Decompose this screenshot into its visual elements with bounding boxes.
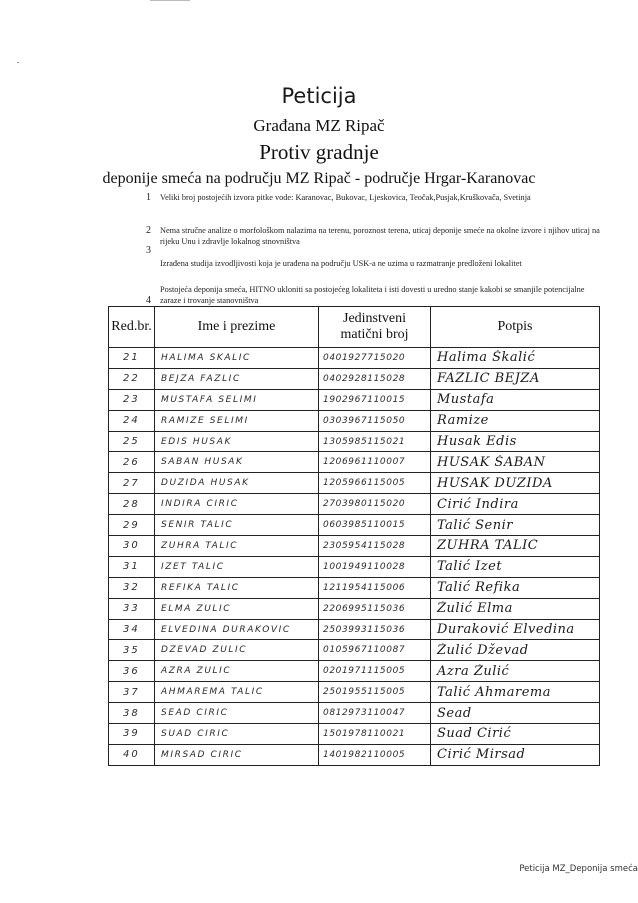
table-row — [109, 598, 600, 619]
row-name-cell — [155, 473, 319, 494]
row-signature-cell — [431, 494, 600, 515]
row-jmb-cell — [319, 494, 431, 515]
row-name: DŽEVAD ŽULIĆ — [161, 645, 248, 656]
table-row — [109, 619, 600, 640]
row-signature: Halima Škalić — [437, 350, 536, 366]
row-signature: Žulić Elma — [437, 601, 513, 617]
row-jmb-cell — [319, 744, 431, 765]
row-signature: Talić Senir — [437, 517, 513, 533]
table-row — [109, 389, 600, 410]
row-signature-cell — [431, 703, 600, 724]
row-number-cell — [109, 348, 155, 369]
row-jmb: 0603985110015 — [323, 520, 406, 531]
header-jmb — [319, 307, 431, 348]
reason-text: Izrađena studija izvodljivosti koja je urađena na području USK-a ne uzima u razmatranje predloženi lokalitet — [160, 259, 522, 268]
row-signature: Duraković Elvedina — [437, 622, 575, 638]
row-jmb-cell — [319, 682, 431, 703]
row-jmb-cell — [319, 431, 431, 452]
scan-dot — [17, 62, 19, 63]
row-jmb: 0303967115050 — [323, 415, 406, 426]
row-name: BEJZA FAZLIĆ — [161, 373, 241, 384]
row-name-cell — [155, 619, 319, 640]
row-name-cell — [155, 410, 319, 431]
row-number-cell — [109, 494, 155, 515]
row-jmb-cell — [319, 368, 431, 389]
row-signature: Ramize — [437, 413, 489, 429]
row-name: SENIR TALIĆ — [161, 520, 234, 531]
row-signature: Sead — [437, 705, 472, 721]
row-number: 21 — [123, 352, 140, 364]
row-jmb-cell — [319, 452, 431, 473]
reason-text: Veliki broj postojećih izvora pitke vode: Karanovac, Bukovac, Ljeskovica, Teočak,Pusjak,Kruškovača, Svetinja — [160, 193, 531, 202]
row-name: MUSTAFA SELIMI — [161, 394, 258, 405]
row-jmb: 1401982110005 — [323, 749, 406, 760]
row-number-cell — [109, 724, 155, 745]
table-row — [109, 494, 600, 515]
row-jmb-cell — [319, 536, 431, 557]
row-signature-cell — [431, 536, 600, 557]
row-number-cell — [109, 703, 155, 724]
row-jmb-cell — [319, 515, 431, 536]
table-row — [109, 536, 600, 557]
row-number: 36 — [123, 665, 140, 677]
row-signature: Mustafa — [437, 392, 495, 408]
petition-title: Peticija — [281, 84, 357, 108]
row-number: 39 — [123, 728, 140, 740]
table-row — [109, 682, 600, 703]
row-signature: HUSAK ŠABAN — [437, 454, 546, 470]
header-jmb-line1: Jedinstveni — [343, 311, 406, 326]
reason-text: Nema stručne analize o morfološkom nalazima na terenu, poroznost terena, uticaj deponije smeće na okolne izvore i njihov uticaj na rijeku Unu i zdravlje lokalnog stnovništva — [160, 226, 600, 246]
row-number: 38 — [123, 707, 140, 719]
row-number: 33 — [123, 603, 140, 615]
row-jmb-cell — [319, 348, 431, 369]
row-name-cell — [155, 452, 319, 473]
row-number: 29 — [123, 519, 140, 531]
table-row — [109, 661, 600, 682]
row-signature: Talić Refika — [437, 580, 521, 596]
reason-item — [146, 192, 531, 203]
row-jmb: 1501978110021 — [323, 728, 406, 739]
row-signature-cell — [431, 431, 600, 452]
row-number-cell — [109, 640, 155, 661]
row-jmb-cell — [319, 661, 431, 682]
row-signature: Husak Edis — [437, 434, 517, 449]
header-rb: Red.br. — [109, 307, 155, 348]
row-jmb-cell — [319, 703, 431, 724]
row-name-cell — [155, 348, 319, 369]
row-name-cell — [155, 494, 319, 515]
table-row — [109, 556, 600, 577]
row-jmb-cell — [319, 724, 431, 745]
row-number: 37 — [123, 686, 140, 698]
reason-item — [146, 245, 522, 269]
row-name: ŠABAN HUSAK — [161, 457, 244, 468]
row-jmb: 2503993115036 — [323, 624, 406, 635]
row-name-cell — [155, 515, 319, 536]
row-name: MIRSAD ĆIRIĆ — [161, 749, 243, 760]
petition-subtitle: Građana MZ Ripač — [253, 116, 385, 135]
row-number: 30 — [123, 540, 140, 552]
table-row — [109, 640, 600, 661]
row-number-cell — [109, 536, 155, 557]
row-number-cell — [109, 577, 155, 598]
row-name-cell — [155, 577, 319, 598]
row-name-cell — [155, 389, 319, 410]
row-jmb: 1205966115005 — [323, 478, 406, 489]
row-name-cell — [155, 744, 319, 765]
row-number: 35 — [123, 644, 140, 656]
row-jmb: 1206961110007 — [323, 457, 406, 468]
row-signature-cell — [431, 577, 600, 598]
row-number-cell — [109, 556, 155, 577]
table-row — [109, 724, 600, 745]
row-jmb: 2501955115005 — [323, 687, 406, 698]
row-number: 28 — [123, 498, 140, 510]
row-signature-cell — [431, 389, 600, 410]
row-name-cell — [155, 661, 319, 682]
row-jmb: 0401927715020 — [323, 352, 406, 363]
row-number: 31 — [123, 561, 140, 573]
row-jmb-cell — [319, 598, 431, 619]
row-number: 26 — [123, 456, 140, 468]
row-jmb: 2703980115020 — [323, 499, 406, 510]
page-footer: Peticija MZ_Deponija smeća — [519, 864, 638, 874]
row-name: RAMIZE SELIMI — [161, 415, 249, 426]
row-signature-cell — [431, 619, 600, 640]
row-number-cell — [109, 368, 155, 389]
row-number-cell — [109, 389, 155, 410]
table-header-row — [109, 307, 600, 348]
row-jmb: 0402928115028 — [323, 373, 406, 384]
table-row — [109, 452, 600, 473]
reason-number: 1 — [146, 192, 151, 203]
row-signature-cell — [431, 473, 600, 494]
row-name: SEAD ĆIRIĆ — [161, 708, 229, 719]
row-name: AZRA ŽULIĆ — [161, 666, 232, 677]
row-signature-cell — [431, 410, 600, 431]
row-jmb-cell — [319, 556, 431, 577]
row-jmb-cell — [319, 410, 431, 431]
row-number: 23 — [123, 394, 140, 406]
row-name-cell — [155, 640, 319, 661]
reason-number: 3 — [146, 245, 151, 256]
row-jmb-cell — [319, 577, 431, 598]
table-row — [109, 473, 600, 494]
row-name: REFIKA TALIĆ — [161, 582, 240, 593]
table-row — [109, 410, 600, 431]
header-name: Ime i prezime — [155, 307, 319, 348]
row-number-cell — [109, 410, 155, 431]
row-jmb-cell — [319, 619, 431, 640]
row-name-cell — [155, 724, 319, 745]
table-row — [109, 577, 600, 598]
row-signature-cell — [431, 661, 600, 682]
table-row — [109, 368, 600, 389]
row-number-cell — [109, 744, 155, 765]
row-name-cell — [155, 536, 319, 557]
row-name: IZET TALIĆ — [161, 561, 225, 572]
row-name-cell — [155, 431, 319, 452]
row-name: HALIMA SKALIĆ — [161, 352, 251, 363]
row-jmb: 2305954115028 — [323, 540, 406, 551]
row-signature-cell — [431, 640, 600, 661]
row-signature: FAZLIĆ BEJZA — [437, 371, 540, 387]
row-signature-cell — [431, 556, 600, 577]
row-signature: HUSAK DUZIDA — [437, 475, 553, 491]
row-name: INDIRA ĆIRIĆ — [161, 499, 239, 510]
row-signature: Azra Žulić — [437, 663, 510, 679]
row-name: ZUHRA TALIĆ — [161, 540, 239, 551]
row-number-cell — [109, 452, 155, 473]
reason-text: Postojeća deponija smeća, HITNO ukloniti sa postojećeg lokaliteta i isti dovesti u uredno stanje kakobi se smanjile potencijalne zaraze i trovanje stanovništva — [160, 285, 585, 305]
row-signature: ZUHRA TALIĆ — [437, 538, 539, 554]
row-name: ELMA ŽULIĆ — [161, 603, 232, 614]
row-signature: Ćirić Indira — [437, 496, 519, 512]
row-signature-cell — [431, 598, 600, 619]
row-jmb: 1902967110015 — [323, 394, 406, 405]
row-number: 40 — [123, 749, 140, 761]
row-signature: Ćirić Mirsad — [437, 747, 526, 763]
row-name: ELVEDINA DURAKOVIĆ — [161, 624, 291, 635]
table-row — [109, 703, 600, 724]
reason-number: 2 — [146, 225, 151, 236]
row-signature-cell — [431, 744, 600, 765]
reason-item — [146, 225, 606, 247]
row-jmb-cell — [319, 640, 431, 661]
row-signature: Žulić Dževad — [437, 642, 529, 658]
row-signature: Talić Ahmarema — [437, 684, 551, 700]
row-signature-cell — [431, 515, 600, 536]
row-signature-cell — [431, 368, 600, 389]
row-number: 32 — [123, 582, 140, 594]
reason-item — [146, 284, 606, 306]
row-name: DUZIDA HUSAK — [161, 478, 250, 489]
row-name: SUAD ĆIRIĆ — [161, 728, 230, 739]
row-name-cell — [155, 682, 319, 703]
row-signature: Talić Izet — [437, 559, 503, 575]
row-jmb: 1211954115006 — [323, 582, 406, 593]
row-signature-cell — [431, 724, 600, 745]
scan-mark — [150, 0, 190, 1]
petition-against: Protiv gradnje — [259, 140, 379, 164]
table-row — [109, 348, 600, 369]
row-number-cell — [109, 473, 155, 494]
row-jmb: 1001949110028 — [323, 561, 406, 572]
row-number-cell — [109, 682, 155, 703]
row-name-cell — [155, 556, 319, 577]
row-number: 25 — [123, 436, 140, 447]
row-signature-cell — [431, 452, 600, 473]
table-row — [109, 431, 600, 452]
row-jmb-cell — [319, 473, 431, 494]
row-name-cell — [155, 368, 319, 389]
row-jmb: 2206995115036 — [323, 603, 406, 614]
row-jmb: 0201971115005 — [323, 666, 406, 677]
row-number: 27 — [123, 477, 140, 489]
row-jmb-cell — [319, 389, 431, 410]
row-name: AHMAREMA TALIĆ — [161, 687, 264, 698]
row-number: 34 — [123, 624, 140, 636]
table-row — [109, 744, 600, 765]
row-jmb: 0105967110087 — [323, 645, 406, 656]
row-jmb: 0812973110047 — [323, 708, 406, 719]
row-name: EDIS HUSAK — [161, 436, 232, 447]
row-number-cell — [109, 619, 155, 640]
row-signature: Suad Ćirić — [437, 726, 512, 742]
row-number: 22 — [123, 373, 140, 385]
row-name-cell — [155, 703, 319, 724]
row-number-cell — [109, 431, 155, 452]
row-signature-cell — [431, 682, 600, 703]
reason-number: 4 — [146, 295, 151, 306]
petition-subject: deponije smeća na području MZ Ripač - područje Hrgar-Karanovac — [102, 170, 536, 187]
row-jmb: 1305985115021 — [323, 436, 406, 447]
header-jmb-line2: matični broj — [340, 327, 409, 342]
row-name-cell — [155, 598, 319, 619]
row-number-cell — [109, 661, 155, 682]
header-sign: Potpis — [431, 307, 600, 348]
row-number-cell — [109, 598, 155, 619]
table-row — [109, 515, 600, 536]
row-number-cell — [109, 515, 155, 536]
row-number: 24 — [123, 415, 140, 427]
row-signature-cell — [431, 348, 600, 369]
signature-table — [108, 306, 600, 766]
